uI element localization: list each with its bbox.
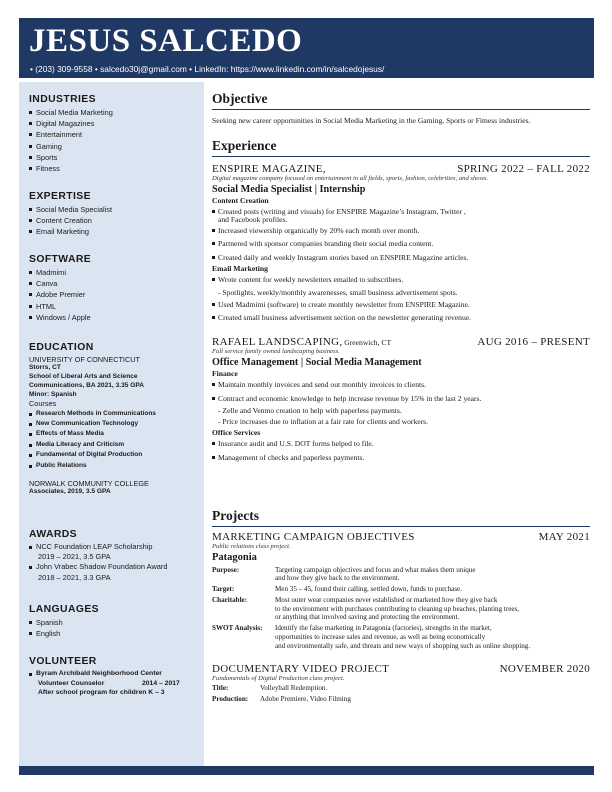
list-item: English bbox=[29, 628, 201, 639]
volunteer-detail: After school program for children K – 3 bbox=[38, 689, 165, 697]
company-description: Full service family owned landscaping business. bbox=[212, 348, 340, 356]
school-detail: Associates, 2019, 3.5 GPA bbox=[29, 488, 111, 496]
industries-heading: INDUSTRIES bbox=[29, 94, 96, 105]
job-dates: AUG 2016 – PRESENT bbox=[477, 336, 590, 349]
list-item: Created small business advertisement section on the newsletter generating revenue. bbox=[212, 311, 590, 324]
list-item: New Communication Technology bbox=[29, 419, 201, 429]
candidate-name: JESUS SALCEDO bbox=[29, 23, 303, 59]
list-item: Email Marketing bbox=[29, 226, 201, 237]
list-item: Management of checks and paperless payments. bbox=[212, 451, 590, 464]
field-label: Charitable: bbox=[212, 595, 248, 604]
list-item: Maintain monthly invoices and send out monthly invoices to clients. bbox=[212, 378, 590, 391]
field-value: or anything that involved saving and protecting the environment. bbox=[275, 613, 460, 622]
contact-line: • (203) 309-9558 • salcedo30j@gmail.com • LinkedIn: https://www.linkedin.com/in/salcedojesus/ bbox=[30, 64, 385, 74]
software-heading: SOFTWARE bbox=[29, 254, 92, 265]
school-name: NORWALK COMMUNITY COLLEGE bbox=[29, 479, 149, 489]
list-item: Fitness bbox=[29, 163, 201, 174]
list-item: Sports bbox=[29, 152, 201, 163]
expertise-heading: EXPERTISE bbox=[29, 191, 91, 202]
list-item: Created daily and weekly Instagram stories based on ENSPIRE Magazine articles. bbox=[212, 251, 590, 264]
objective-section bbox=[212, 91, 590, 127]
job-subheading: Finance bbox=[212, 368, 238, 378]
experience-section bbox=[212, 138, 590, 464]
field-value: Adobe Premiere, Video Filming bbox=[260, 694, 351, 703]
list-item: Created posts (writing and visuals) for ENSPIRE Magazine’s Instagram, Twitter , bbox=[212, 205, 590, 218]
job-subheading: Email Marketing bbox=[212, 263, 268, 273]
field-label: Production: bbox=[212, 694, 249, 703]
list-item: Content Creation bbox=[29, 215, 201, 226]
project-field bbox=[212, 596, 590, 622]
award-detail: 2018 – 2021, 3.3 GPA bbox=[38, 572, 111, 582]
field-label: Purpose: bbox=[212, 565, 240, 574]
list-item: Effects of Mass Media bbox=[29, 429, 201, 439]
field-label: Target: bbox=[212, 585, 235, 594]
expertise-section bbox=[29, 191, 201, 238]
company-description: Digital magazine company focused on entertainment in all fields, sports, fashion, celebrities, and shows. bbox=[212, 175, 489, 182]
list-item: Research Methods in Communications bbox=[29, 409, 201, 419]
header-banner bbox=[19, 18, 594, 78]
list-item: Media Literacy and Criticism bbox=[29, 440, 201, 450]
project-description: Fundamentals of Digital Production class project. bbox=[212, 674, 345, 682]
awards-list-2 bbox=[29, 562, 201, 572]
projects-section bbox=[212, 508, 590, 706]
footer-bar bbox=[19, 766, 594, 775]
list-item: Social Media Marketing bbox=[29, 107, 201, 118]
expertise-list bbox=[29, 204, 201, 238]
languages-section bbox=[29, 604, 201, 639]
field-value: to the environment with purchases contributing to cleaning up beaches, planting trees, bbox=[275, 604, 520, 613]
job-entry bbox=[212, 336, 590, 463]
volunteer-role-row bbox=[29, 679, 201, 689]
volunteer-dates: 2014 – 2017 bbox=[142, 679, 180, 687]
job-subheading: Office Services bbox=[212, 427, 261, 437]
industries-list bbox=[29, 107, 201, 174]
awards-list bbox=[29, 542, 201, 552]
project-brand: Patagonia bbox=[212, 551, 257, 563]
industries-section bbox=[29, 94, 201, 174]
list-item: Adobe Premier bbox=[29, 289, 201, 300]
project-header bbox=[212, 531, 590, 543]
project-field bbox=[212, 624, 590, 650]
project-header bbox=[212, 663, 590, 675]
project-entry bbox=[212, 663, 590, 704]
field-value: Identify the false marketing in Patagonia (factories), strengths in the market, bbox=[275, 624, 492, 633]
list-item: Wrote content for weekly newsletters emailed to subscribers. bbox=[212, 273, 590, 286]
project-entry bbox=[212, 531, 590, 651]
volunteer-heading: VOLUNTEER bbox=[29, 656, 97, 667]
field-value: and how they give back to the environment. bbox=[275, 574, 400, 583]
job-title: Office Management | Social Media Management bbox=[212, 356, 422, 368]
job-entry bbox=[212, 163, 590, 324]
list-item: Public Relations bbox=[29, 461, 201, 471]
project-field bbox=[212, 695, 590, 704]
job-bullets bbox=[212, 437, 590, 463]
job-bullets bbox=[212, 205, 590, 264]
project-date: NOVEMBER 2020 bbox=[499, 662, 590, 675]
education-section bbox=[29, 342, 201, 497]
list-item: Byram Archibald Neighborhood Center bbox=[29, 669, 201, 679]
list-item: and Facebook profiles. bbox=[218, 215, 288, 225]
sub-point: - Zelle and Venmo creation to help with paperless payments. bbox=[218, 405, 402, 415]
list-item: Windows / Apple bbox=[29, 312, 201, 323]
job-title: Social Media Specialist | Internship bbox=[212, 183, 366, 195]
courses-label: Courses bbox=[29, 399, 57, 409]
objective-heading: Objective bbox=[212, 91, 590, 110]
list-item: Canva bbox=[29, 278, 201, 289]
awards-heading: AWARDS bbox=[29, 529, 78, 540]
school-location: Storrs, CT bbox=[29, 364, 61, 372]
company-label: RAFAEL LANDSCAPING, bbox=[212, 336, 343, 349]
job-bullets bbox=[212, 378, 590, 404]
languages-list bbox=[29, 617, 201, 639]
software-list bbox=[29, 267, 201, 323]
list-item: Spanish bbox=[29, 617, 201, 628]
list-item: Contract and economic knowledge to help increase revenue by 15% in the last 2 years. bbox=[212, 392, 590, 405]
school-detail: Minor: Spanish bbox=[29, 390, 77, 398]
field-value: Targeting campaign objectives and focus and what makes them unique bbox=[275, 565, 476, 574]
list-item: NCC Foundation LEAP Scholarship bbox=[29, 542, 201, 552]
experience-heading: Experience bbox=[212, 138, 590, 157]
company-name bbox=[212, 336, 391, 348]
company-name: ENSPIRE MAGAZINE, bbox=[212, 163, 326, 175]
field-value: Men 35 – 45, found their calling, settled down, funds to purchase. bbox=[275, 585, 462, 594]
school-detail: Communications, BA 2021, 3.35 GPA bbox=[29, 381, 145, 389]
school-name: UNIVERSITY OF CONNECTICUT bbox=[29, 355, 140, 364]
awards-section bbox=[29, 529, 201, 583]
list-item: John Vrabec Shadow Foundation Award bbox=[29, 562, 201, 572]
field-value: Volleyball Redemption. bbox=[260, 684, 328, 693]
project-title: DOCUMENTARY VIDEO PROJECT bbox=[212, 662, 390, 675]
volunteer-role: Volunteer Counselor bbox=[38, 679, 105, 687]
project-field bbox=[212, 684, 590, 693]
list-item: Digital Magazines bbox=[29, 118, 201, 129]
list-item: Madmimi bbox=[29, 267, 201, 278]
project-date: MAY 2021 bbox=[538, 531, 590, 543]
languages-heading: LANGUAGES bbox=[29, 604, 99, 615]
education-heading: EDUCATION bbox=[29, 342, 94, 353]
job-header bbox=[212, 336, 590, 348]
job-subheading: Content Creation bbox=[212, 195, 269, 205]
list-item: Used Madmimi (software) to create monthly newsletter from ENSPIRE Magazine. bbox=[212, 298, 590, 311]
job-bullets bbox=[212, 273, 590, 286]
volunteer-list bbox=[29, 669, 201, 679]
project-title: MARKETING CAMPAIGN OBJECTIVES bbox=[212, 531, 415, 543]
list-item: Increased viewership organically by 20% each month over month. bbox=[212, 224, 590, 237]
sub-point: - Spotlights, weekly/monthly awarenesses, small business advertisement spots. bbox=[218, 287, 458, 297]
courses-list bbox=[29, 409, 201, 471]
project-description: Public relations class project. bbox=[212, 543, 291, 550]
job-dates: SPRING 2022 – FALL 2022 bbox=[457, 163, 590, 175]
volunteer-section bbox=[29, 656, 201, 698]
objective-text: Seeking new career opportunities in Social Media Marketing in the Gaming, Sports or Fitness industries. bbox=[212, 116, 531, 125]
project-field bbox=[212, 566, 590, 584]
list-item: Entertainment bbox=[29, 129, 201, 140]
school-detail: School of Liberal Arts and Science bbox=[29, 373, 138, 381]
list-item: Social Media Specialist bbox=[29, 204, 201, 215]
list-item: Insurance audit and U.S. DOT forms helped to file. bbox=[212, 437, 590, 450]
company-location: Greenwich, CT bbox=[342, 338, 392, 348]
list-item: Gaming bbox=[29, 141, 201, 152]
software-section bbox=[29, 254, 201, 323]
field-label: Title: bbox=[212, 684, 229, 693]
job-header bbox=[212, 163, 590, 175]
list-item: HTML bbox=[29, 301, 201, 312]
field-value: and environmentally safe, and threats and new ways of shopping such as online shopping. bbox=[275, 641, 531, 650]
list-item: Fundamental of Digital Production bbox=[29, 450, 201, 460]
field-value: opportunities to increase sales and revenue, as well as being economically bbox=[275, 633, 486, 642]
field-label: SWOT Analysis: bbox=[212, 624, 263, 633]
list-item: Partnered with sponsor companies branding their social media content. bbox=[212, 237, 590, 250]
project-field bbox=[212, 585, 590, 594]
projects-heading: Projects bbox=[212, 508, 590, 527]
field-value: Most outer wear companies never established or marketed how they give back bbox=[275, 595, 498, 604]
award-detail: 2019 – 2021, 3.5 GPA bbox=[38, 552, 111, 562]
sub-point: - Price increases due to inflation at a fair rate for clients and workers. bbox=[218, 417, 429, 427]
job-bullets bbox=[212, 298, 590, 324]
